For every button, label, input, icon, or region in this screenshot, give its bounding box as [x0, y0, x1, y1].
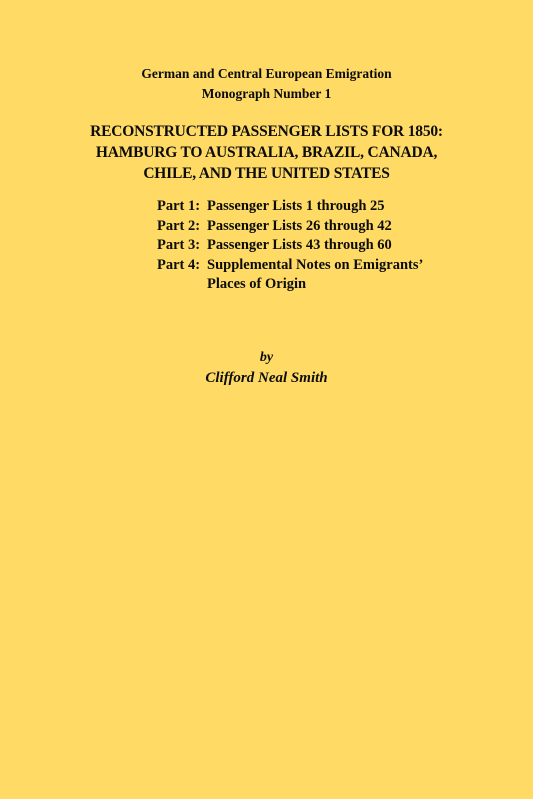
- part-item: [157, 256, 497, 276]
- part-text: Passenger Lists 26 through 42: [207, 217, 392, 234]
- part-label: Part 4:: [157, 256, 201, 273]
- part-item: [157, 197, 497, 217]
- part-label-spacer: [157, 275, 207, 295]
- book-title: [0, 121, 533, 184]
- part-text-continued: Places of Origin: [207, 276, 307, 292]
- title-line-2: HAMBURG TO AUSTRALIA, BRAZIL, CANADA,: [95, 144, 438, 161]
- series-heading: [0, 64, 533, 104]
- part-item-continuation: [157, 275, 497, 295]
- monograph-number: Monograph Number 1: [201, 86, 332, 101]
- part-text: Supplemental Notes on Emigrants’: [207, 256, 424, 273]
- series-name: German and Central European Emigration: [141, 66, 392, 81]
- part-text: Passenger Lists 43 through 60: [207, 237, 392, 253]
- title-line-3: CHILE, AND THE UNITED STATES: [143, 165, 390, 182]
- author-name: Clifford Neal Smith: [205, 370, 328, 386]
- part-text: Passenger Lists 1 through 25: [207, 198, 385, 214]
- parts-list: [157, 197, 497, 295]
- part-item: [157, 236, 497, 256]
- byline: [0, 348, 533, 388]
- part-label: Part 2:: [157, 217, 201, 234]
- part-label: Part 3:: [157, 237, 201, 253]
- part-label: Part 1:: [157, 198, 201, 214]
- part-item: [157, 217, 497, 237]
- by-word: by: [259, 350, 274, 365]
- title-line-1: RECONSTRUCTED PASSENGER LISTS FOR 1850:: [90, 123, 443, 140]
